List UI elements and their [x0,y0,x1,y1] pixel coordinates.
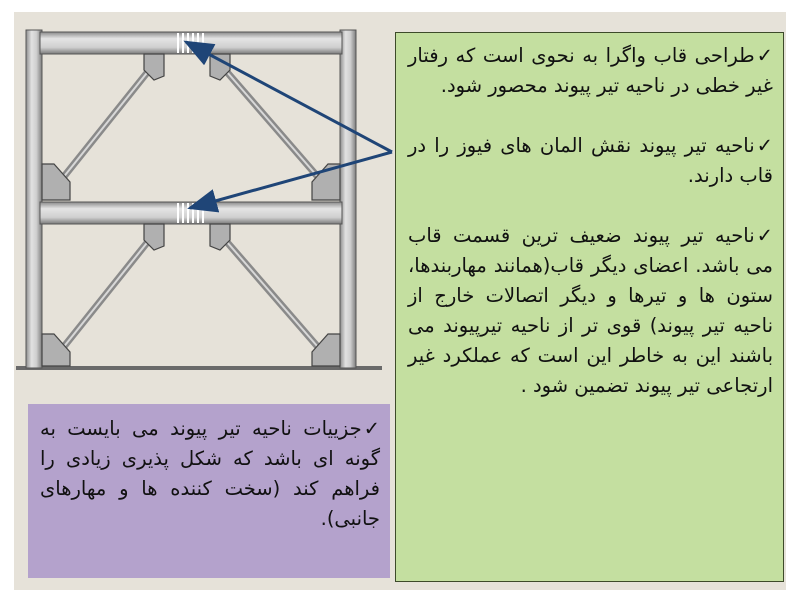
left-column [26,30,42,368]
pointer-arrow-to-top-link [186,42,392,152]
check-icon: ✓ [363,417,380,440]
note-text: ناحیه تیر پیوند نقش المان های فیوز را در قاب دارند. [408,134,773,187]
note-paragraph [408,41,773,101]
brace-lower-right-highlight [220,234,324,354]
note-text: ناحیه تیر پیوند ضعیف ترین قسمت قاب می باشد. اعضای دیگر قاب(همانند مهاربندها، ستون ها و تیرها و دیگر اتصالات خارج از ناحیه تیر پیوند) قوی تر از ناحیه تیرپیوند می باشند این به خاطر این است که عملکرد غیر ارتجاعی تیر پیوند تضمین شود . [408,224,773,397]
note-paragraph [408,131,773,191]
brace-upper-left-highlight [58,64,154,184]
slide-background [14,12,786,590]
check-icon: ✓ [756,134,773,157]
note-text: طراحی قاب واگرا به نحوی است که رفتار غیر خطی در ناحیه تیر پیوند محصور شود. [408,44,773,97]
brace-lower-left-highlight [58,234,154,354]
note-paragraph [40,414,380,534]
check-icon: ✓ [756,44,773,67]
gusset-base-lower-right [312,334,340,366]
link-details-box [28,404,390,578]
link-beam-notes-box [395,32,784,582]
check-icon: ✓ [756,224,773,247]
right-column [340,30,356,368]
middle-beam [40,202,342,224]
brace-upper-right-highlight [220,64,324,184]
note-text: جزییات ناحیه تیر پیوند می بایست به گونه ای باشد که شکل پذیری زیادی را فراهم کند (سخت کننده ها و مهارهای جانبی). [40,417,380,530]
note-paragraph [408,221,773,401]
pointer-arrow-to-middle-link [190,152,392,208]
